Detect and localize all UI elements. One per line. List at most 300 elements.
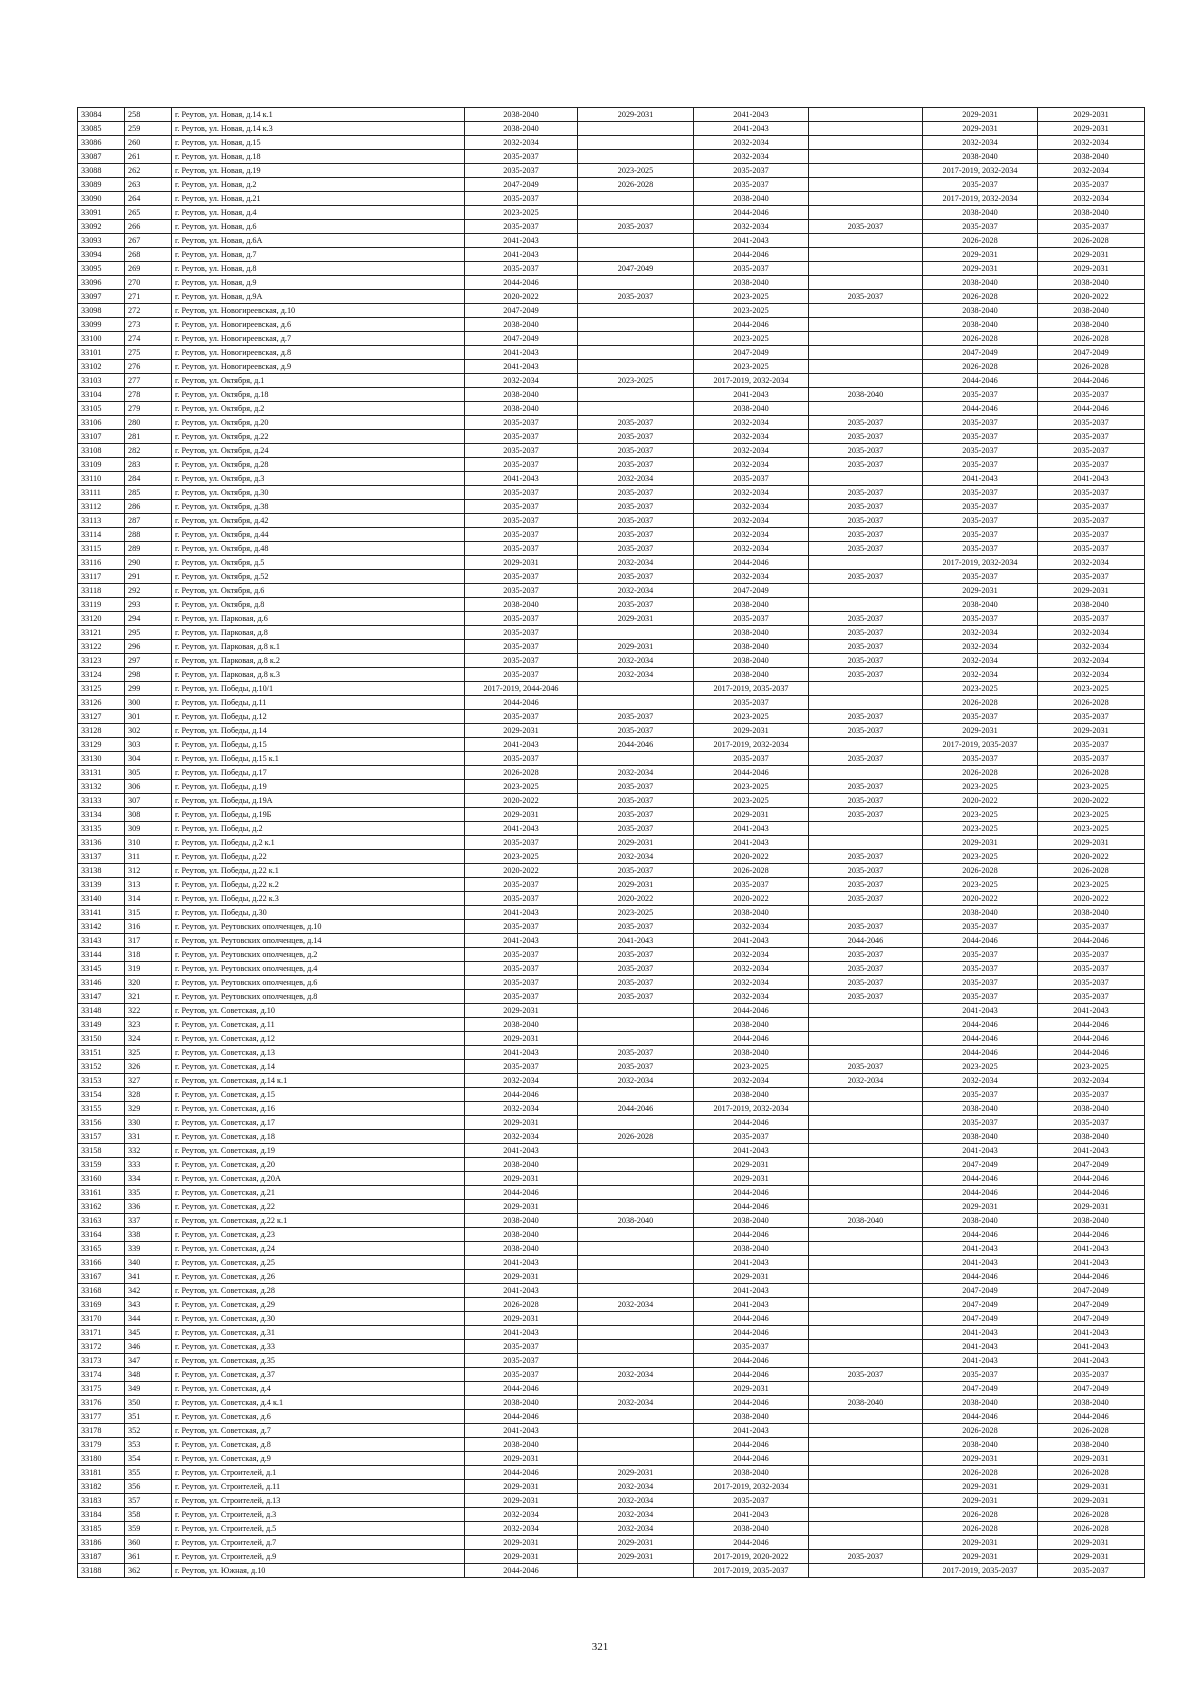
row-number-cell: 314 (125, 892, 172, 906)
address-cell: г. Реутов, ул. Советская, д.13 (172, 1046, 465, 1060)
table-row (78, 1228, 1145, 1242)
period-col-8-cell: 2029-2031 (923, 262, 1038, 276)
period-col-9-cell: 2035-2037 (1038, 416, 1145, 430)
row-number-cell: 313 (125, 878, 172, 892)
period-col-8-cell: 2029-2031 (923, 122, 1038, 136)
period-col-5-cell: 2032-2034 (578, 1368, 694, 1382)
period-col-6-cell: 2032-2034 (694, 570, 809, 584)
table-row (78, 122, 1145, 136)
table-row (78, 654, 1145, 668)
row-number-cell: 316 (125, 920, 172, 934)
record-id-cell: 33131 (78, 766, 125, 780)
period-col-5-cell (578, 304, 694, 318)
period-col-5-cell: 2029-2031 (578, 108, 694, 122)
period-col-4-cell: 2035-2037 (465, 570, 578, 584)
period-col-7-cell (809, 318, 923, 332)
record-id-cell: 33183 (78, 1494, 125, 1508)
period-col-9-cell: 2041-2043 (1038, 1242, 1145, 1256)
address-cell: г. Реутов, ул. Новогиреевская, д.9 (172, 360, 465, 374)
period-col-7-cell: 2035-2037 (809, 920, 923, 934)
table-row (78, 556, 1145, 570)
row-number-cell: 330 (125, 1116, 172, 1130)
row-number-cell: 289 (125, 542, 172, 556)
period-col-6-cell: 2023-2025 (694, 780, 809, 794)
period-col-9-cell: 2047-2049 (1038, 1298, 1145, 1312)
address-cell: г. Реутов, ул. Советская, д.22 к.1 (172, 1214, 465, 1228)
period-col-9-cell: 2026-2028 (1038, 1466, 1145, 1480)
address-cell: г. Реутов, ул. Новая, д.19 (172, 164, 465, 178)
address-cell: г. Реутов, ул. Новая, д.9 (172, 276, 465, 290)
period-col-8-cell: 2032-2034 (923, 626, 1038, 640)
period-col-9-cell: 2026-2028 (1038, 360, 1145, 374)
address-cell: г. Реутов, ул. Парковая, д.8 (172, 626, 465, 640)
period-col-4-cell: 2035-2037 (465, 976, 578, 990)
table-row (78, 1508, 1145, 1522)
period-col-4-cell: 2035-2037 (465, 752, 578, 766)
period-col-4-cell: 2026-2028 (465, 1298, 578, 1312)
table-row (78, 1102, 1145, 1116)
period-col-9-cell: 2038-2040 (1038, 304, 1145, 318)
table-row (78, 416, 1145, 430)
record-id-cell: 33186 (78, 1536, 125, 1550)
period-col-5-cell (578, 1116, 694, 1130)
period-col-6-cell: 2038-2040 (694, 1522, 809, 1536)
period-col-9-cell: 2035-2037 (1038, 920, 1145, 934)
period-col-5-cell (578, 1018, 694, 1032)
period-col-8-cell: 2041-2043 (923, 1004, 1038, 1018)
period-col-6-cell: 2041-2043 (694, 822, 809, 836)
period-col-8-cell: 2023-2025 (923, 682, 1038, 696)
address-cell: г. Реутов, ул. Строителей, д.13 (172, 1494, 465, 1508)
table-row (78, 388, 1145, 402)
record-id-cell: 33157 (78, 1130, 125, 1144)
address-cell: г. Реутов, ул. Советская, д.8 (172, 1438, 465, 1452)
period-col-7-cell: 2035-2037 (809, 948, 923, 962)
period-col-4-cell: 2038-2040 (465, 318, 578, 332)
period-col-8-cell: 2029-2031 (923, 248, 1038, 262)
period-col-9-cell: 2035-2037 (1038, 710, 1145, 724)
period-col-9-cell: 2032-2034 (1038, 192, 1145, 206)
period-col-8-cell: 2038-2040 (923, 1396, 1038, 1410)
record-id-cell: 33158 (78, 1144, 125, 1158)
record-id-cell: 33111 (78, 486, 125, 500)
period-col-6-cell: 2044-2046 (694, 248, 809, 262)
period-col-5-cell: 2029-2031 (578, 1536, 694, 1550)
period-col-8-cell: 2032-2034 (923, 640, 1038, 654)
address-cell: г. Реутов, ул. Победы, д.19 (172, 780, 465, 794)
record-id-cell: 33119 (78, 598, 125, 612)
period-col-5-cell: 2032-2034 (578, 556, 694, 570)
record-id-cell: 33187 (78, 1550, 125, 1564)
period-col-8-cell: 2044-2046 (923, 374, 1038, 388)
table-row (78, 668, 1145, 682)
period-col-8-cell: 2035-2037 (923, 388, 1038, 402)
record-id-cell: 33128 (78, 724, 125, 738)
row-number-cell: 345 (125, 1326, 172, 1340)
row-number-cell: 301 (125, 710, 172, 724)
record-id-cell: 33169 (78, 1298, 125, 1312)
period-col-8-cell: 2026-2028 (923, 766, 1038, 780)
period-col-6-cell: 2038-2040 (694, 402, 809, 416)
table-row (78, 990, 1145, 1004)
address-cell: г. Реутов, ул. Советская, д.12 (172, 1032, 465, 1046)
period-col-5-cell (578, 1564, 694, 1578)
row-number-cell: 312 (125, 864, 172, 878)
address-cell: г. Реутов, ул. Строителей, д.1 (172, 1466, 465, 1480)
period-col-4-cell: 2035-2037 (465, 416, 578, 430)
address-cell: г. Реутов, ул. Новая, д.21 (172, 192, 465, 206)
address-cell: г. Реутов, ул. Октября, д.38 (172, 500, 465, 514)
period-col-4-cell: 2035-2037 (465, 458, 578, 472)
row-number-cell: 266 (125, 220, 172, 234)
address-cell: г. Реутов, ул. Октября, д.1 (172, 374, 465, 388)
period-col-4-cell: 2035-2037 (465, 150, 578, 164)
period-col-9-cell: 2023-2025 (1038, 780, 1145, 794)
table-row (78, 1368, 1145, 1382)
record-id-cell: 33100 (78, 332, 125, 346)
address-cell: г. Реутов, ул. Строителей, д.3 (172, 1508, 465, 1522)
period-col-5-cell: 2029-2031 (578, 612, 694, 626)
period-col-5-cell: 2035-2037 (578, 220, 694, 234)
table-row (78, 1340, 1145, 1354)
page-number: 321 (591, 1641, 609, 1653)
period-col-8-cell: 2035-2037 (923, 710, 1038, 724)
period-col-5-cell (578, 1284, 694, 1298)
period-col-9-cell: 2029-2031 (1038, 584, 1145, 598)
address-cell: г. Реутов, ул. Победы, д.15 (172, 738, 465, 752)
period-col-5-cell: 2035-2037 (578, 724, 694, 738)
address-cell: г. Реутов, ул. Победы, д.17 (172, 766, 465, 780)
table-row (78, 402, 1145, 416)
period-col-4-cell: 2044-2046 (465, 1088, 578, 1102)
period-col-6-cell: 2044-2046 (694, 1228, 809, 1242)
period-col-8-cell: 2035-2037 (923, 542, 1038, 556)
row-number-cell: 341 (125, 1270, 172, 1284)
period-col-5-cell: 2032-2034 (578, 1074, 694, 1088)
period-col-4-cell: 2029-2031 (465, 724, 578, 738)
period-col-5-cell: 2035-2037 (578, 416, 694, 430)
period-col-8-cell: 2029-2031 (923, 1494, 1038, 1508)
period-col-8-cell: 2047-2049 (923, 1312, 1038, 1326)
period-col-8-cell: 2035-2037 (923, 528, 1038, 542)
period-col-8-cell: 2044-2046 (923, 934, 1038, 948)
period-col-7-cell (809, 276, 923, 290)
table-row (78, 878, 1145, 892)
period-col-4-cell: 2029-2031 (465, 1004, 578, 1018)
table-row (78, 220, 1145, 234)
period-col-7-cell (809, 822, 923, 836)
period-col-7-cell: 2035-2037 (809, 640, 923, 654)
period-col-6-cell: 2023-2025 (694, 332, 809, 346)
period-col-9-cell: 2029-2031 (1038, 122, 1145, 136)
record-id-cell: 33138 (78, 864, 125, 878)
period-col-5-cell: 2029-2031 (578, 836, 694, 850)
period-col-4-cell: 2017-2019, 2044-2046 (465, 682, 578, 696)
row-number-cell: 358 (125, 1508, 172, 1522)
period-col-8-cell: 2035-2037 (923, 976, 1038, 990)
period-col-4-cell: 2029-2031 (465, 1494, 578, 1508)
period-col-6-cell: 2032-2034 (694, 458, 809, 472)
period-col-4-cell: 2041-2043 (465, 1424, 578, 1438)
record-id-cell: 33099 (78, 318, 125, 332)
period-col-6-cell: 2035-2037 (694, 878, 809, 892)
row-number-cell: 353 (125, 1438, 172, 1452)
period-col-4-cell: 2032-2034 (465, 1102, 578, 1116)
period-col-7-cell (809, 192, 923, 206)
period-col-4-cell: 2029-2031 (465, 1452, 578, 1466)
record-id-cell: 33084 (78, 108, 125, 122)
table-row (78, 108, 1145, 122)
address-cell: г. Реутов, ул. Новая, д.14 к.1 (172, 108, 465, 122)
period-col-8-cell: 2047-2049 (923, 346, 1038, 360)
record-id-cell: 33087 (78, 150, 125, 164)
row-number-cell: 280 (125, 416, 172, 430)
period-col-6-cell: 2038-2040 (694, 276, 809, 290)
table-row (78, 1396, 1145, 1410)
address-cell: г. Реутов, ул. Реутовских ополченцев, д.8 (172, 990, 465, 1004)
address-cell: г. Реутов, ул. Советская, д.19 (172, 1144, 465, 1158)
period-col-6-cell: 2038-2040 (694, 1410, 809, 1424)
record-id-cell: 33182 (78, 1480, 125, 1494)
period-col-9-cell: 2035-2037 (1038, 514, 1145, 528)
period-col-7-cell: 2035-2037 (809, 976, 923, 990)
address-cell: г. Реутов, ул. Октября, д.20 (172, 416, 465, 430)
period-col-7-cell (809, 374, 923, 388)
address-cell: г. Реутов, ул. Новая, д.14 к.3 (172, 122, 465, 136)
period-col-7-cell: 2038-2040 (809, 1396, 923, 1410)
address-cell: г. Реутов, ул. Новогиреевская, д.10 (172, 304, 465, 318)
period-col-5-cell: 2035-2037 (578, 570, 694, 584)
period-col-4-cell: 2029-2031 (465, 1536, 578, 1550)
address-cell: г. Реутов, ул. Победы, д.19Б (172, 808, 465, 822)
period-col-8-cell: 2038-2040 (923, 1130, 1038, 1144)
row-number-cell: 262 (125, 164, 172, 178)
table-row (78, 1032, 1145, 1046)
period-col-8-cell: 2026-2028 (923, 1424, 1038, 1438)
row-number-cell: 293 (125, 598, 172, 612)
table-row (78, 808, 1145, 822)
address-cell: г. Реутов, ул. Октября, д.48 (172, 542, 465, 556)
row-number-cell: 332 (125, 1144, 172, 1158)
period-col-7-cell (809, 738, 923, 752)
period-col-7-cell: 2035-2037 (809, 430, 923, 444)
address-cell: г. Реутов, ул. Советская, д.6 (172, 1410, 465, 1424)
period-col-8-cell: 2041-2043 (923, 1354, 1038, 1368)
period-col-8-cell: 2044-2046 (923, 1172, 1038, 1186)
address-cell: г. Реутов, ул. Советская, д.22 (172, 1200, 465, 1214)
row-number-cell: 309 (125, 822, 172, 836)
row-number-cell: 327 (125, 1074, 172, 1088)
record-id-cell: 33180 (78, 1452, 125, 1466)
table-row (78, 1088, 1145, 1102)
address-cell: г. Реутов, ул. Строителей, д.5 (172, 1522, 465, 1536)
period-col-7-cell (809, 206, 923, 220)
period-col-5-cell: 2035-2037 (578, 710, 694, 724)
period-col-9-cell: 2026-2028 (1038, 766, 1145, 780)
record-id-cell: 33089 (78, 178, 125, 192)
period-col-6-cell: 2041-2043 (694, 1144, 809, 1158)
period-col-6-cell: 2038-2040 (694, 654, 809, 668)
period-col-6-cell: 2044-2046 (694, 1200, 809, 1214)
address-cell: г. Реутов, ул. Октября, д.2 (172, 402, 465, 416)
period-col-9-cell: 2041-2043 (1038, 1004, 1145, 1018)
period-col-7-cell (809, 556, 923, 570)
period-col-6-cell: 2038-2040 (694, 1466, 809, 1480)
period-col-6-cell: 2038-2040 (694, 1046, 809, 1060)
row-number-cell: 334 (125, 1172, 172, 1186)
period-col-5-cell: 2029-2031 (578, 640, 694, 654)
table-row (78, 752, 1145, 766)
period-col-5-cell (578, 1172, 694, 1186)
period-col-5-cell: 2035-2037 (578, 962, 694, 976)
record-id-cell: 33092 (78, 220, 125, 234)
table-row (78, 1200, 1145, 1214)
address-cell: г. Реутов, ул. Октября, д.22 (172, 430, 465, 444)
period-col-5-cell (578, 248, 694, 262)
table-row (78, 192, 1145, 206)
row-number-cell: 263 (125, 178, 172, 192)
period-col-7-cell: 2035-2037 (809, 1060, 923, 1074)
row-number-cell: 281 (125, 430, 172, 444)
row-number-cell: 349 (125, 1382, 172, 1396)
record-id-cell: 33163 (78, 1214, 125, 1228)
period-col-8-cell: 2029-2031 (923, 836, 1038, 850)
period-col-8-cell: 2047-2049 (923, 1158, 1038, 1172)
period-col-4-cell: 2035-2037 (465, 500, 578, 514)
period-col-4-cell: 2029-2031 (465, 1116, 578, 1130)
period-col-7-cell: 2035-2037 (809, 570, 923, 584)
period-col-4-cell: 2029-2031 (465, 1312, 578, 1326)
record-id-cell: 33162 (78, 1200, 125, 1214)
period-col-7-cell (809, 1438, 923, 1452)
period-col-9-cell: 2035-2037 (1038, 752, 1145, 766)
period-col-8-cell: 2017-2019, 2032-2034 (923, 164, 1038, 178)
period-col-8-cell: 2017-2019, 2035-2037 (923, 738, 1038, 752)
period-col-8-cell: 2047-2049 (923, 1382, 1038, 1396)
address-cell: г. Реутов, ул. Советская, д.20А (172, 1172, 465, 1186)
period-col-7-cell (809, 1480, 923, 1494)
period-col-9-cell: 2041-2043 (1038, 1326, 1145, 1340)
period-col-4-cell: 2035-2037 (465, 892, 578, 906)
record-id-cell: 33098 (78, 304, 125, 318)
address-cell: г. Реутов, ул. Парковая, д.8 к.3 (172, 668, 465, 682)
period-col-5-cell (578, 752, 694, 766)
period-col-4-cell: 2038-2040 (465, 388, 578, 402)
period-col-6-cell: 2032-2034 (694, 948, 809, 962)
period-col-4-cell: 2035-2037 (465, 514, 578, 528)
record-id-cell: 33151 (78, 1046, 125, 1060)
address-cell: г. Реутов, ул. Новогиреевская, д.7 (172, 332, 465, 346)
period-col-9-cell: 2029-2031 (1038, 108, 1145, 122)
period-col-9-cell: 2044-2046 (1038, 1018, 1145, 1032)
period-col-6-cell: 2035-2037 (694, 752, 809, 766)
period-col-7-cell (809, 1382, 923, 1396)
period-col-4-cell: 2041-2043 (465, 1256, 578, 1270)
row-number-cell: 352 (125, 1424, 172, 1438)
record-id-cell: 33152 (78, 1060, 125, 1074)
address-cell: г. Реутов, ул. Советская, д.26 (172, 1270, 465, 1284)
period-col-5-cell (578, 1186, 694, 1200)
period-col-4-cell: 2035-2037 (465, 836, 578, 850)
period-col-4-cell: 2047-2049 (465, 304, 578, 318)
period-col-4-cell: 2032-2034 (465, 374, 578, 388)
address-cell: г. Реутов, ул. Парковая, д.6 (172, 612, 465, 626)
table-row (78, 430, 1145, 444)
period-col-8-cell: 2026-2028 (923, 290, 1038, 304)
row-number-cell: 298 (125, 668, 172, 682)
row-number-cell: 264 (125, 192, 172, 206)
row-number-cell: 357 (125, 1494, 172, 1508)
table-row (78, 1018, 1145, 1032)
period-col-5-cell (578, 192, 694, 206)
table-row (78, 1256, 1145, 1270)
period-col-8-cell: 2035-2037 (923, 500, 1038, 514)
period-col-5-cell: 2035-2037 (578, 1060, 694, 1074)
period-col-4-cell: 2038-2040 (465, 1214, 578, 1228)
period-col-5-cell: 2035-2037 (578, 948, 694, 962)
period-col-5-cell (578, 1032, 694, 1046)
period-col-9-cell: 2035-2037 (1038, 1564, 1145, 1578)
period-col-7-cell: 2035-2037 (809, 416, 923, 430)
period-col-5-cell (578, 1424, 694, 1438)
record-id-cell: 33122 (78, 640, 125, 654)
period-col-6-cell: 2035-2037 (694, 1340, 809, 1354)
table-row (78, 850, 1145, 864)
address-cell: г. Реутов, ул. Советская, д.11 (172, 1018, 465, 1032)
record-id-cell: 33178 (78, 1424, 125, 1438)
period-col-9-cell: 2035-2037 (1038, 542, 1145, 556)
period-col-4-cell: 2041-2043 (465, 346, 578, 360)
address-cell: г. Реутов, ул. Новая, д.9А (172, 290, 465, 304)
period-col-7-cell (809, 402, 923, 416)
period-col-6-cell: 2044-2046 (694, 1004, 809, 1018)
table-row (78, 234, 1145, 248)
table-row (78, 500, 1145, 514)
address-cell: г. Реутов, ул. Строителей, д.7 (172, 1536, 465, 1550)
record-id-cell: 33146 (78, 976, 125, 990)
period-col-5-cell: 2032-2034 (578, 584, 694, 598)
record-id-cell: 33102 (78, 360, 125, 374)
period-col-4-cell: 2032-2034 (465, 1508, 578, 1522)
period-col-4-cell: 2029-2031 (465, 1032, 578, 1046)
period-col-6-cell: 2044-2046 (694, 1186, 809, 1200)
period-col-7-cell (809, 1452, 923, 1466)
row-number-cell: 271 (125, 290, 172, 304)
record-id-cell: 33165 (78, 1242, 125, 1256)
row-number-cell: 288 (125, 528, 172, 542)
record-id-cell: 33150 (78, 1032, 125, 1046)
period-col-4-cell: 2029-2031 (465, 1480, 578, 1494)
period-col-9-cell: 2035-2037 (1038, 444, 1145, 458)
period-col-4-cell: 2038-2040 (465, 122, 578, 136)
row-number-cell: 339 (125, 1242, 172, 1256)
address-cell: г. Реутов, ул. Новая, д.15 (172, 136, 465, 150)
period-col-8-cell: 2032-2034 (923, 668, 1038, 682)
table-row (78, 1522, 1145, 1536)
period-col-8-cell: 2041-2043 (923, 1144, 1038, 1158)
record-id-cell: 33088 (78, 164, 125, 178)
period-col-4-cell: 2035-2037 (465, 1368, 578, 1382)
period-col-5-cell: 2038-2040 (578, 1214, 694, 1228)
table-row (78, 1060, 1145, 1074)
period-col-5-cell (578, 150, 694, 164)
record-id-cell: 33184 (78, 1508, 125, 1522)
period-col-7-cell (809, 1564, 923, 1578)
record-id-cell: 33115 (78, 542, 125, 556)
period-col-8-cell: 2035-2037 (923, 514, 1038, 528)
period-col-8-cell: 2044-2046 (923, 1032, 1038, 1046)
record-id-cell: 33112 (78, 500, 125, 514)
